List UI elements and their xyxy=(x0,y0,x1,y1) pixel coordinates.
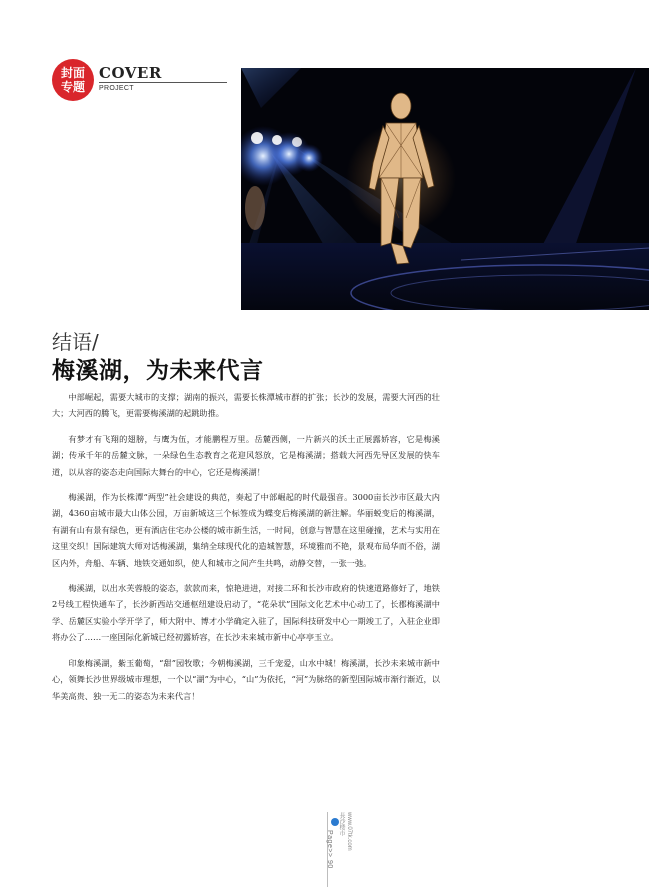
article-headline: 梅溪湖，为未来代言 xyxy=(52,358,264,384)
stage-figure-image xyxy=(241,68,649,310)
badge-line-2: 专题 xyxy=(60,80,85,94)
article-kicker: 结语/ xyxy=(52,330,99,354)
paragraph: 梅溪湖，作为长株潭“两型”社会建设的典范，奏起了中部崛起的时代最强音。3000亩长沙市区最大内湖，4360亩城市最大山体公园，万亩新城这三个标签成为蝶变后梅溪湖的新注解。华丽蜕变后的梅溪湖，有湖有山有景有绿色，更有酒店住宅办公楼的城市新生活，一时间，创意与智慧在这里碰撞，艺术与实用在这里交织！国际建筑大师对话梅溪湖，集纳全球现代化的造城智慧，环境雅而不艳，景观布局华而不俗，湖区内外，舟船、车辆、地铁交通如织，使人和城市之间产生共鸣，动静交替，一张一弛。 xyxy=(52,492,440,568)
badge-line-1: 封面 xyxy=(60,66,85,80)
paragraph: 梅溪湖，以出水芙蓉般的姿态，款款而来，惊艳进进，对接二环和长沙市政府的快速道路修好了，地铁2号线工程快通车了，长沙新西站交通枢纽建设启动了，“花朵状”国际文化艺术中心动工了，长郡梅溪湖中学、岳麓区实验小学开学了，师大附中、博才小学确定入驻了，国际科技研发中心一期竣工了，入驻企业即将办公了……一座国际化新城已经初露娇容，在长沙未来城市新中心亭亭玉立。 xyxy=(52,583,440,643)
article-body xyxy=(52,389,440,713)
site-info xyxy=(337,812,353,851)
page-number: Page>> 90 xyxy=(326,830,333,869)
section-title: COVER xyxy=(99,64,162,82)
paragraph: 有梦才有飞翔的翅膀，与鹰为伍，才能鹏程万里。岳麓西侧，一片新兴的沃土正展露娇容，它是梅溪湖；传承千年的岳麓文脉，一朵绿色生态教育之花迎风怒放，它是梅溪湖；搭载大河西先导区发展的快车道，以从容的姿态走向国际大舞台的中心，它还是梅溪湖！ xyxy=(52,433,440,477)
site-name: 長沙楼市 xyxy=(338,812,344,836)
header-divider xyxy=(99,82,227,83)
section-subtitle: PROJECT xyxy=(99,85,134,92)
paragraph: 中部崛起，需要大城市的支撑；湖南的振兴，需要长株潭城市群的扩张；长沙的发展，需要大河西的壮大；大河西的腾飞，更需要梅溪湖的起跳助推。 xyxy=(52,392,440,419)
section-badge xyxy=(52,59,94,101)
paragraph: 印象梅溪湖，紫玉葡萄，“甜”园牧歌；今朝梅溪湖，三千宠爱，山水中城！梅溪湖，长沙未来城市新中心，领舞长沙世界级城市理想，一个以“湖”为中心，“山”为依托，“河”为脉络的新型国际城市渐行渐近，以华美高贵、独一无二的姿态为未来代言！ xyxy=(52,657,440,701)
site-url: www.07tk.com xyxy=(346,812,352,851)
cover-photo xyxy=(241,68,649,310)
